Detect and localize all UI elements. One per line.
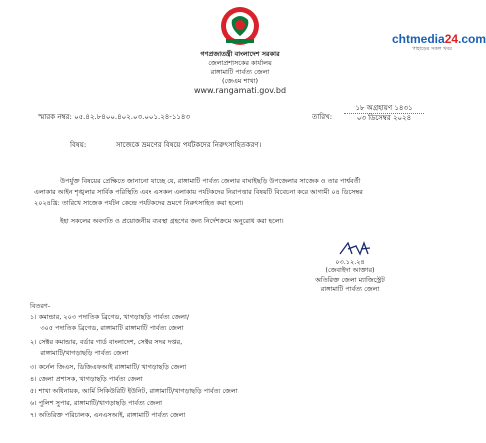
body-para2: ইহা সকলের অবগতি ও প্রয়োজনীয় ব্যবস্থা গ্রহণের জন্য নির্দেশক্রমে অনুরোধ করা হলো। <box>60 217 284 225</box>
list-item: ৩০৫ পদাতিক ব্রিগেড, রাঙ্গামাটি রাঙ্গামাটি পার্বত্য জেলা <box>30 324 184 332</box>
list-item: ২। সেক্টর কমান্ডার, বর্ডার গার্ড বাংলাদেশ, সেক্টর সদর দপ্তর, <box>30 338 183 346</box>
header-branch: (জেএম শাখা) <box>221 77 259 85</box>
signature-main <box>330 240 410 258</box>
header-govt-name: গণপ্রজাতন্ত্রী বাংলাদেশ সরকার <box>200 50 280 58</box>
subject-label: বিষয়: <box>70 141 87 149</box>
signature-date: ০৩.১২.২৪ <box>335 258 365 266</box>
signatory-name: (জেবাইদা আক্তার) <box>325 266 375 274</box>
date-bangla: ১৮ অগ্রহায়ণ ১৪৩১ ০৩ ডিসেম্বর ২০২৪ <box>344 104 424 123</box>
header-website: www.rangamati.gov.bd <box>193 86 287 95</box>
chtmedia24-watermark-logo: chtmedia24.com পাহাড়ের সকল খবর <box>392 32 486 52</box>
body-para1-line2: এলাকার আইন শৃঙ্খলার সার্বিক পরিস্থিতি এবং এসকল এলাকায় পর্যটকদের নিরাপত্তার বিষয়টি বিবেচনা করে আগামী ০৪ ডিসেম্বর <box>34 188 363 196</box>
distribution-list <box>30 313 470 423</box>
list-item: ৬। পুলিশ সুপার, রাঙ্গামাটি/খাগড়াছড়ি পার্বত্য জেলা <box>30 399 163 407</box>
government-emblem-logo <box>220 6 260 46</box>
body-para1-line1: উপর্যুক্ত বিষয়ের প্রেক্ষিতে জানানো যাচ্ছে যে, রাঙ্গামাটি পার্বত্য জেলার বাঘাইছড়ি উপজেলার সাজেক ও তার পার্শ্ববর্তী <box>60 177 361 185</box>
header-office-name: জেলাপ্রশাসকের কার্যালয় <box>208 59 272 67</box>
list-item: ৭। অতিরিক্ত পরিচালক, এনএসআই, রাঙ্গামাটি পার্বত্য জেলা <box>30 411 186 419</box>
list-item: ৫। শাখা অধিনায়ক, আর্মি সিকিউরিটি ইউনিট, রাঙ্গামাটি/খাগড়াছড়ি পার্বত্য জেলা <box>30 387 238 395</box>
list-item: ১। কমান্ডার, ২০৩ পদাতিক ব্রিগেড, খাগড়াছড়ি পার্বত্য জেলা/ <box>30 313 190 321</box>
memo-number: স্মারক নম্বর: ০৫.৪২.৮৪০০.৪০২.০৩.০০১.২৪-১১৪৩ <box>38 113 191 121</box>
list-item: ৪। জেলা প্রশাসক, খাগড়াছড়ি পার্বত্য জেলা <box>30 375 143 383</box>
list-item: রাঙ্গামাটি/খাগড়াছড়ি পার্বত্য জেলা <box>30 349 129 357</box>
header-district: রাঙ্গামাটি পার্বত্য জেলা <box>210 68 270 76</box>
date-english: ০৩ ডিসেম্বর ২০২৪ <box>356 114 412 122</box>
subject-text: সাজেকে ভ্রমণের বিষয়ে পর্যটকদের নিরুৎসাহিতকরণ। <box>116 141 262 149</box>
distribution-label: বিতরণ- <box>30 302 51 310</box>
body-para1-line3: ২০২৪খ্রি: তারিখে সাজেক পর্যটন কেন্দ্রে পর্যটকদের ভ্রমণে নিরুৎসাহিত করা হলো। <box>34 199 244 207</box>
signatory-office: রাঙ্গামাটি পার্বত্য জেলা <box>320 285 380 293</box>
signatory-title: অতিরিক্ত জেলা ম্যাজিস্ট্রেট <box>315 276 385 284</box>
list-item: ৩। কর্নেল জিএস, ডিজিএফআই রাঙ্গামাটি/ খাগড়াছড়ি জেলা <box>30 363 187 371</box>
watermark-tagline: পাহাড়ের সকল খবর <box>412 46 452 52</box>
date-label: তারিখ: <box>312 113 333 121</box>
